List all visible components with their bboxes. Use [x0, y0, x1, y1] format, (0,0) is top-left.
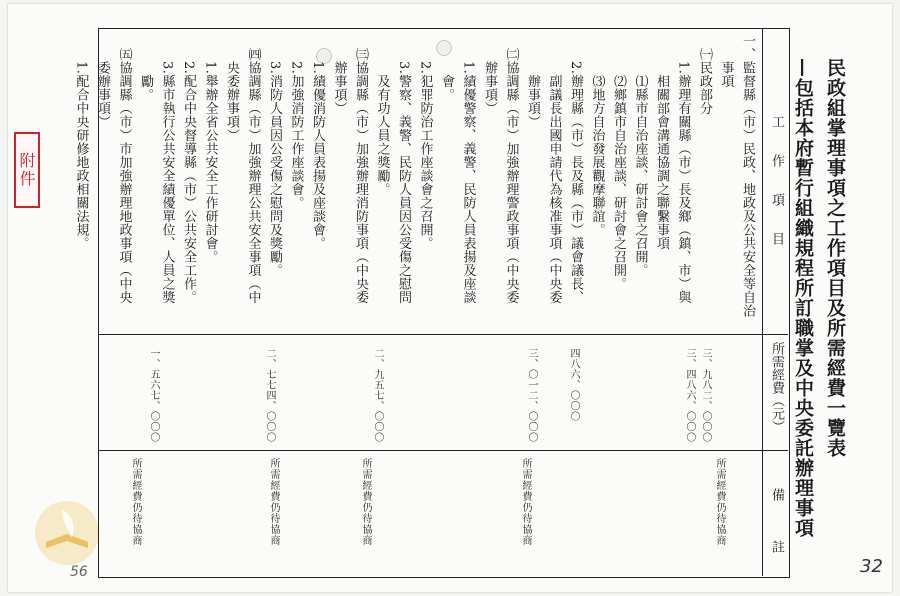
work-item-line: 事項: [718, 34, 734, 88]
cost-amount: 一、五六七、〇〇〇: [148, 348, 159, 443]
work-item-line: ㈣協調縣（市）加強辦理公共安全事項（中: [245, 34, 261, 304]
remark-note: 所需經費仍待協商: [520, 458, 531, 546]
remark-note: 所需經費仍待協商: [268, 458, 279, 546]
library-watermark-logo: [32, 498, 102, 568]
cost-amount: 三、九八二、〇〇〇: [700, 348, 711, 443]
cost-amount: 三、〇一二、〇〇〇: [526, 348, 537, 443]
row-divider: [98, 450, 788, 451]
work-item-line: ㈠民政部分: [697, 34, 712, 115]
work-item-line: 3.消防人員因公受傷之慰問及獎勵。: [267, 34, 282, 277]
margin-number: 56: [70, 564, 88, 580]
header-work-items: 工 作 項 目: [769, 115, 784, 245]
cost-amount: 二、七七四、〇〇〇: [264, 348, 275, 443]
header-column-divider: [762, 28, 763, 576]
attachment-stamp: 附件: [14, 132, 40, 208]
work-item-line: ㈤協調縣（市）市加強辦理地政事項（中央: [116, 34, 132, 304]
header-cost: 所需經費（元）: [769, 342, 784, 433]
work-item-line: 3.縣市執行公共安全績優單位、人員之獎: [159, 34, 175, 304]
work-item-line: 1.舉辦全省公共安全工作研討會。: [202, 34, 218, 264]
work-item-line: ⑶地方自治發展觀摩聯誼。: [589, 34, 605, 237]
work-item-line: 2.辦理縣（市）長及縣（市）議會議長、: [568, 34, 583, 304]
work-item-line: ㈢協調縣（市）加強辦理消防事項（中央委: [353, 34, 368, 304]
work-item-line: 辦事項）: [525, 34, 540, 129]
work-item-line: 2.配合中央督導縣（市）公共安全工作。: [181, 34, 196, 304]
work-item-line: 3.警察、義警、民防人員因公受傷之慰問: [396, 34, 411, 304]
remark-note: 所需經費仍待協商: [714, 458, 725, 546]
row-divider: [98, 334, 788, 335]
work-item-line: 央委辦事項）: [224, 34, 239, 142]
work-item-line: 1.辦理有關縣（市）長及鄉（鎮、市）與: [675, 34, 691, 304]
cost-amount: 四八六、〇〇〇: [568, 348, 579, 422]
work-items-list: [70, 34, 758, 332]
work-item-line: 辦事項）: [331, 34, 347, 115]
work-item-line: 1.配合中央研修地政相關法規。: [73, 34, 89, 250]
work-item-line: 勵。: [138, 34, 153, 102]
work-item-line: ㈡協調縣（市）加強辦理警政事項（中央委: [503, 34, 519, 304]
cost-amount: 三、四八六、〇〇〇: [684, 348, 695, 443]
remark-note: 所需經費仍待協商: [130, 458, 141, 546]
header-remarks: 備 註: [769, 487, 784, 553]
page-number: 32: [860, 556, 883, 577]
work-item-line: 及有功人員之獎勵。: [374, 34, 390, 196]
work-item-line: ⑴縣市自治座談、研討會之召開。: [632, 34, 648, 277]
remark-note: 所需經費仍待協商: [360, 458, 371, 546]
document-subtitle: —包括本府暫行組織規程所訂職掌及中央委託辦理事項: [792, 58, 814, 538]
work-item-line: 2.犯罪防治工作座談會之召開。: [417, 34, 433, 250]
work-item-line: 副議長出國申請代為核准事項（中央委: [546, 34, 562, 304]
work-item-line: ⑵鄉鎮市自治座談、研討會之召開。: [611, 34, 626, 291]
document-title: 民政組掌理事項之工作項目及所需經費一覽表: [824, 58, 846, 458]
work-item-line: 會。: [439, 34, 454, 102]
work-item-line: 1.績優消防人員表揚及座談會。: [310, 34, 325, 250]
cost-amount: 二、九五七、〇〇〇: [372, 348, 383, 443]
work-item-line: 一、監督縣（市）民政、地政及公共安全等自治: [740, 34, 755, 318]
work-item-line: 相關部會溝通協調之聯繫事項: [654, 34, 669, 250]
work-item-line: 2.加強消防工作座談會。: [288, 34, 304, 210]
work-item-line: 委辦事項）: [95, 34, 110, 129]
work-item-line: 辦事項）: [482, 34, 497, 115]
work-item-line: 1.績優警察、義警、民防人員表揚及座談: [460, 34, 476, 304]
